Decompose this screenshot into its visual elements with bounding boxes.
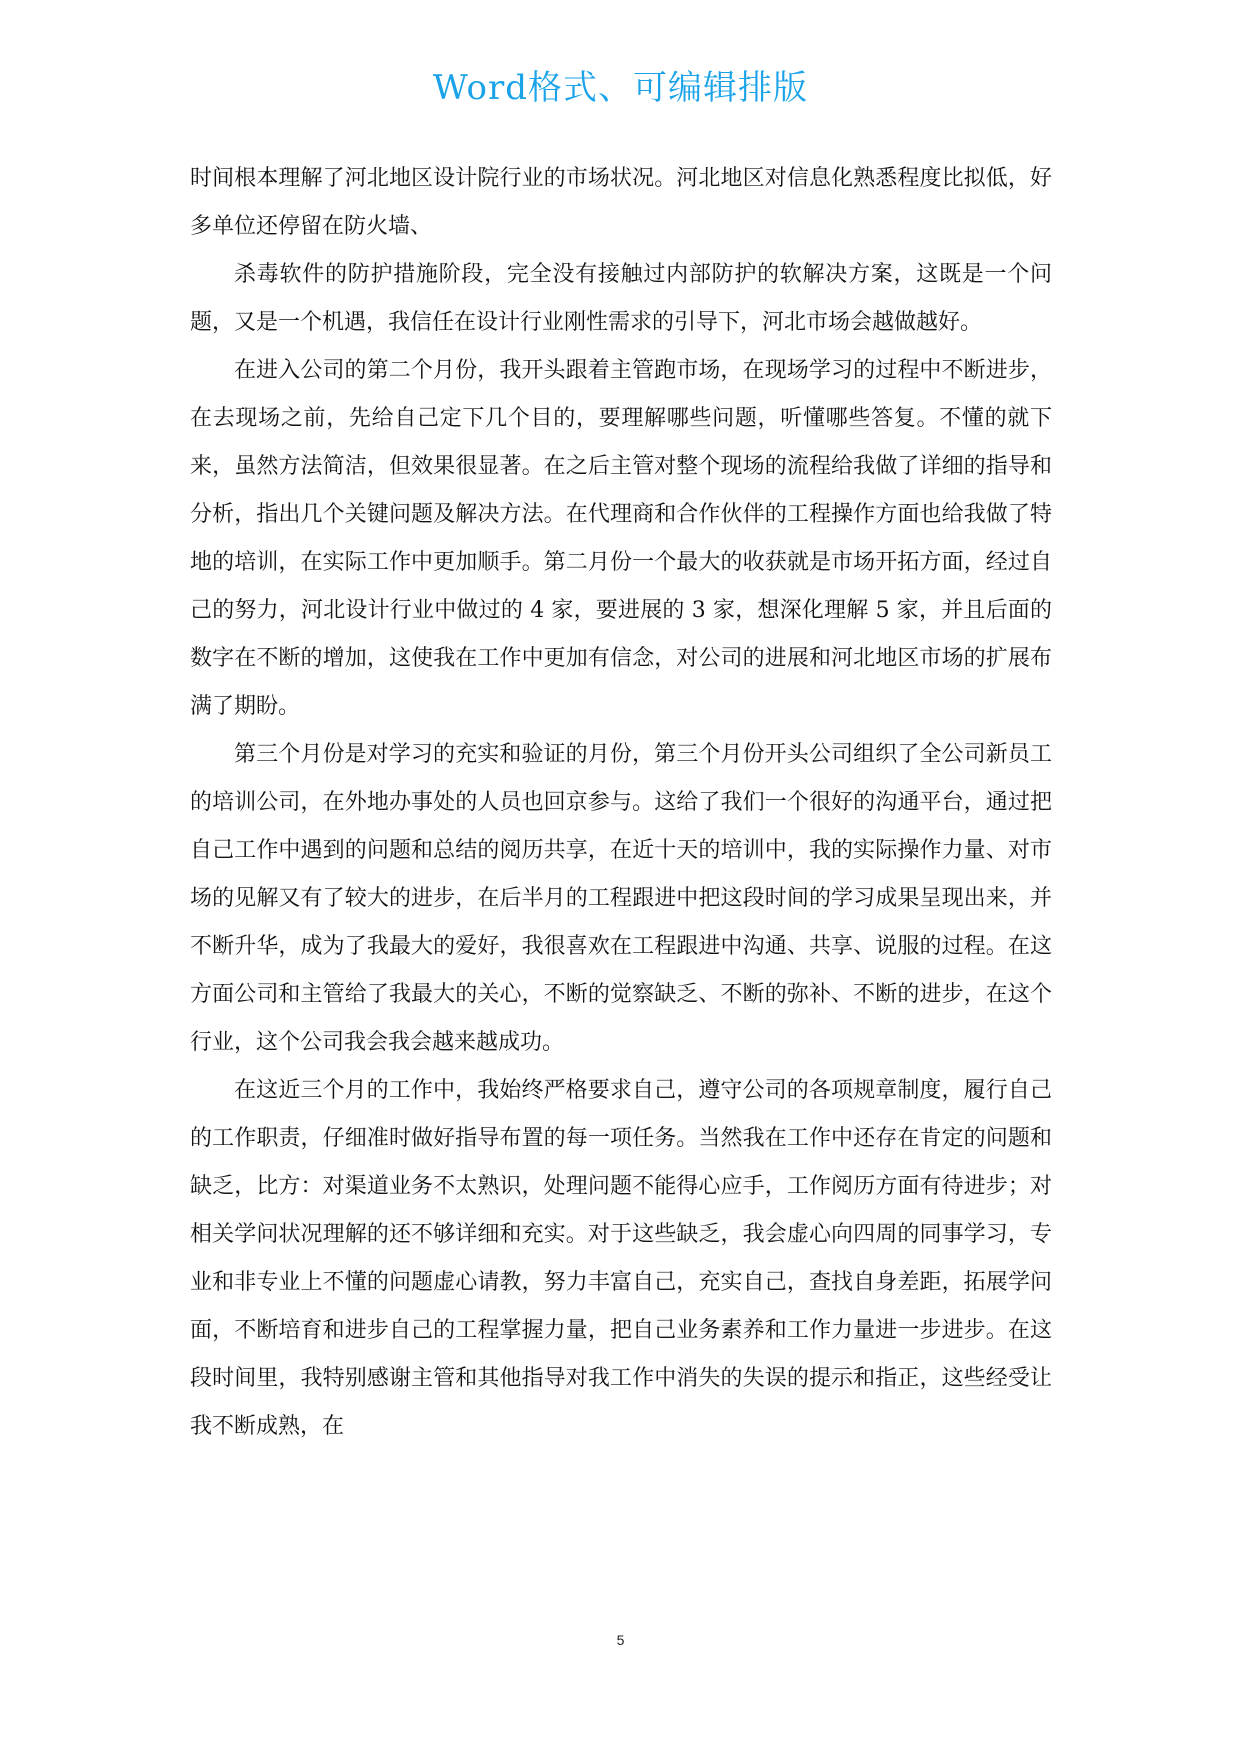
page-number: 5 [616, 1632, 625, 1648]
document-body [190, 155, 1052, 1451]
paragraph: 时间根本理解了河北地区设计院行业的市场状况。河北地区对信息化熟悉程度比拟低，好多单位还停留在防火墙、 [190, 166, 1052, 239]
page-header-title: Word格式、可编辑排版 [432, 68, 809, 108]
paragraph: 在进入公司的第二个月份，我开头跟着主管跑市场，在现场学习的过程中不断进步，在去现场之前，先给自己定下几个目的，要理解哪些问题，听懂哪些答复。不懂的就下来，虽然方法简洁，但效果很显著。在之后主管对整个现场的流程给我做了详细的指导和分析，指出几个关键问题及解决方法。在代理商和合作伙伴的工程操作方面也给我做了特地的培训，在实际工作中更加顺手。第二月份一个最大的收获就是市场开拓方面，经过自己的努力，河北设计行业中做过的 4 家，要进展的 3 家，想深化理解 5 家，并且后面的数字在不断的增加，这使我在工作中更加有信念，对公司的进展和河北地区市场的扩展布满了期盼。 [190, 358, 1052, 719]
paragraph: 杀毒软件的防护措施阶段，完全没有接触过内部防护的软解决方案，这既是一个问题，又是一个机遇，我信任在设计行业刚性需求的引导下，河北市场会越做越好。 [190, 262, 1052, 335]
paragraph: 在这近三个月的工作中，我始终严格要求自己，遵守公司的各项规章制度，履行自己的工作职责，仔细准时做好指导布置的每一项任务。当然我在工作中还存在肯定的问题和缺乏，比方：对渠道业务不太熟识，处理问题不能得心应手，工作阅历方面有待进步；对相关学问状况理解的还不够详细和充实。对于这些缺乏，我会虚心向四周的同事学习，专业和非专业上不懂的问题虚心请教，努力丰富自己，充实自己，查找自身差距，拓展学问面，不断培育和进步自己的工程掌握力量，把自己业务素养和工作力量进一步进步。在这段时间里，我特别感谢主管和其他指导对我工作中消失的失误的提示和指正，这些经受让我不断成熟，在 [190, 1078, 1052, 1439]
paragraph: 第三个月份是对学习的充实和验证的月份，第三个月份开头公司组织了全公司新员工的培训公司，在外地办事处的人员也回京参与。这给了我们一个很好的沟通平台，通过把自己工作中遇到的问题和总结的阅历共享，在近十天的培训中，我的实际操作力量、对市场的见解又有了较大的进步，在后半月的工程跟进中把这段时间的学习成果呈现出来，并不断升华，成为了我最大的爱好，我很喜欢在工程跟进中沟通、共享、说服的过程。在这方面公司和主管给了我最大的关心，不断的觉察缺乏、不断的弥补、不断的进步，在这个行业，这个公司我会我会越来越成功。 [190, 742, 1052, 1055]
